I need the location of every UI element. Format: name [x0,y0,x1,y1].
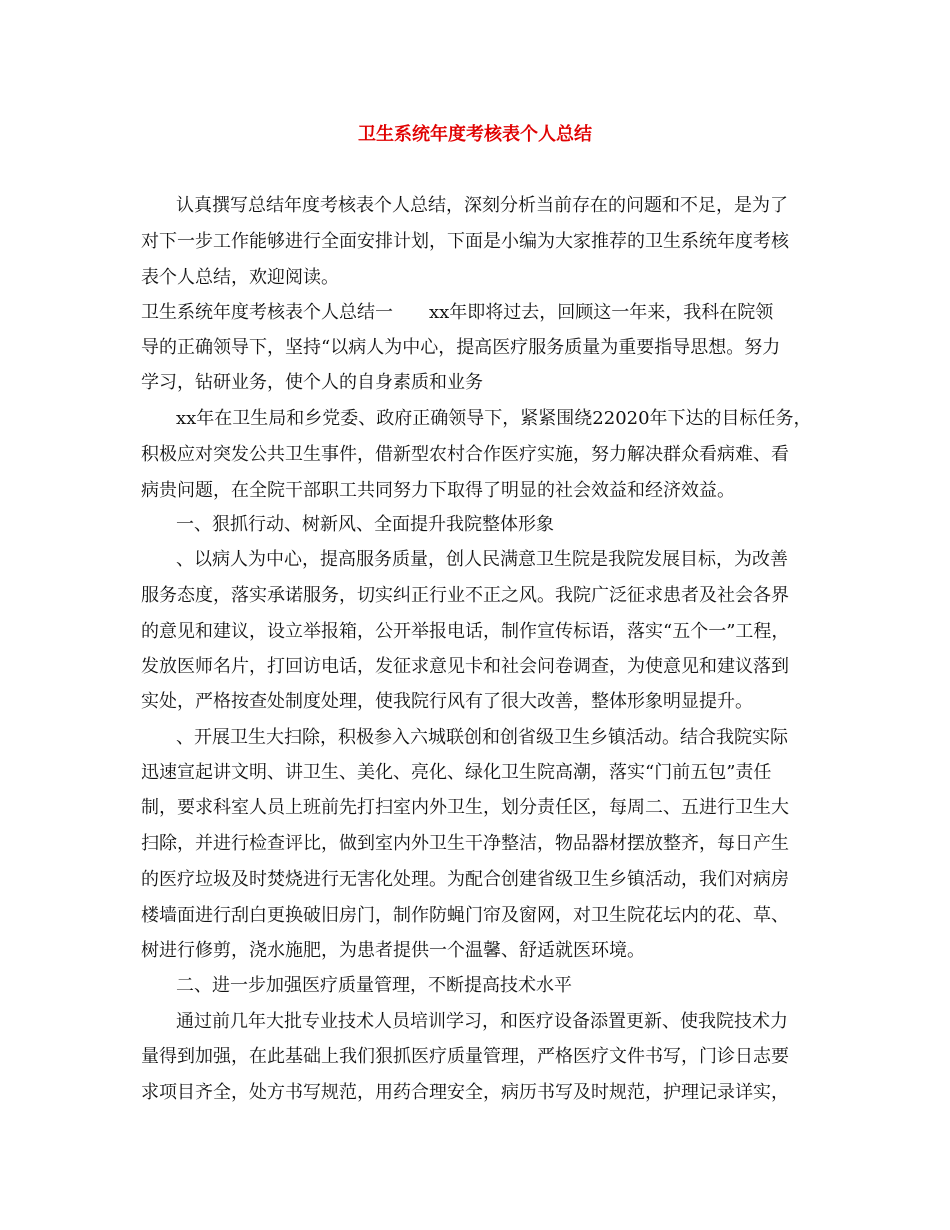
text-line: 二、进一步加强医疗质量管理，不断提高技术水平 [176,975,572,996]
text-line: 、开展卫生大扫除，积极参入六城联创和创省级卫生乡镇活动。结合我院实际 [176,727,788,748]
text-line: 、以病人为中心，提高服务质量，创人民满意卫生院是我院发展目标，为改善 [176,549,788,570]
text-line: 通过前几年大批专业技术人员培训学习，和医疗设备添置更新、使我院技术力 [176,1011,788,1032]
document-title: 卫生系统年度考核表个人总结 [358,124,592,145]
text-line: 发放医师名片，打回访电话，发征求意见卡和社会问卷调查，为使意见和建议落到 [141,656,789,677]
text-line: 导的正确领导下，坚持“以病人为中心，提高医疗服务质量为重要指导思想。努力 [141,337,781,358]
text-line: 的医疗垃圾及时焚烧进行无害化处理。为配合创建省级卫生乡镇活动，我们对病房 [141,869,789,890]
text-line: 卫生系统年度考核表个人总结一 xx年即将过去，回顾这一年来，我科在院领 [141,302,774,323]
text-line: 的意见和建议，设立举报箱，公开举报电话，制作宣传标语，落实“五个一”工程， [141,621,790,642]
text-line: 实处，严格按查处制度处理，使我院行风有了很大改善，整体形象明显提升。 [141,691,753,712]
text-line: 学习，钻研业务，使个人的自身素质和业务 [141,372,483,393]
text-line: 病贵问题，在全院干部职工共同努力下取得了明显的社会效益和经济效益。 [141,480,735,501]
text-line: 扫除，并进行检查评比，做到室内外卫生干净整洁，物品器材摆放整齐，每日产生 [141,833,789,854]
text-line: xx年在卫生局和乡党委、政府正确领导下，紧紧围绕22020年下达的目标任务， [176,408,812,429]
text-line: 表个人总结，欢迎阅读。 [141,267,339,288]
text-line: 制，要求科室人员上班前先打扫室内外卫生，划分责任区，每周二、五进行卫生大 [141,797,789,818]
text-line: 求项目齐全，处方书写规范，用药合理安全，病历书写及时规范，护理记录详实， [141,1082,789,1103]
text-line: 服务态度，落实承诺服务，切实纠正行业不正之风。我院广泛征求患者及社会各界 [141,585,789,606]
text-line: 积极应对突发公共卫生事件，借新型农村合作医疗实施，努力解决群众看病难、看 [141,444,789,465]
text-line: 对下一步工作能够进行全面安排计划，下面是小编为大家推荐的卫生系统年度考核 [141,231,789,252]
text-line: 迅速宣起讲文明、讲卫生、美化、亮化、绿化卫生院高潮，落实“门前五包”责任 [141,762,772,783]
text-line: 认真撰写总结年度考核表个人总结，深刻分析当前存在的问题和不足，是为了 [176,195,788,216]
text-line: 一、狠抓行动、树新风、全面提升我院整体形象 [176,514,554,535]
text-line: 楼墙面进行刮白更换破旧房门，制作防蝇门帘及窗网，对卫生院花坛内的花、草、 [141,905,789,926]
text-line: 树进行修剪，浇水施肥，为患者提供一个温馨、舒适就医环境。 [141,940,645,961]
text-line: 量得到加强，在此基础上我们狠抓医疗质量管理，严格医疗文件书写，门诊日志要 [141,1046,789,1067]
